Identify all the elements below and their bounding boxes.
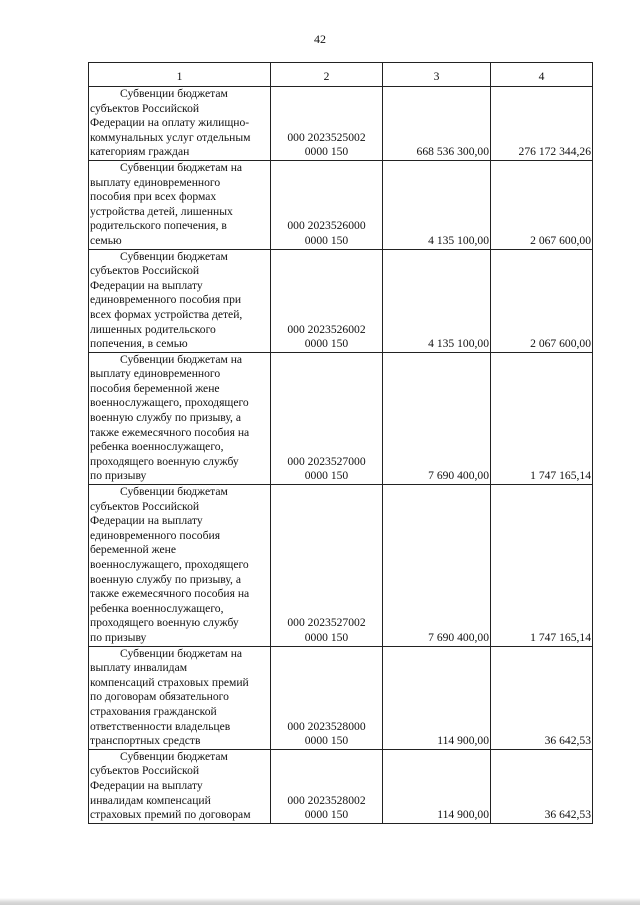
row-name-line: ребенка военнослужащего, bbox=[90, 440, 224, 454]
row-name-line: беременной жене bbox=[90, 543, 176, 557]
row-name-line: по договорам обязательного bbox=[90, 690, 229, 704]
row-code-cell bbox=[271, 160, 383, 249]
row-name-cell bbox=[89, 485, 271, 647]
row-name-line: проходящего военную службу bbox=[90, 454, 239, 468]
row-code-line: 0000 150 bbox=[304, 630, 349, 644]
row-name-line: субъектов Российской bbox=[90, 764, 200, 778]
row-name-line: военную службу по призыву, а bbox=[90, 572, 241, 586]
row-name-line: военную службу по призыву, а bbox=[90, 411, 241, 425]
row-code-cell bbox=[271, 485, 383, 647]
row-name-line: Субвенции бюджетам bbox=[120, 249, 228, 263]
row-name-line: военнослужащего, проходящего bbox=[90, 396, 249, 410]
row-amount-col4: 36 642,53 bbox=[491, 749, 593, 823]
row-name-line: всех формах устройства детей, bbox=[90, 307, 243, 321]
table-header-row bbox=[89, 63, 593, 87]
table-row bbox=[89, 87, 593, 161]
row-name-line: Субвенции бюджетам bbox=[120, 485, 228, 499]
row-name-line: выплату инвалидам bbox=[90, 661, 188, 675]
row-amount-col3: 114 900,00 bbox=[383, 749, 491, 823]
row-code-line: 0000 150 bbox=[304, 734, 349, 748]
table-row bbox=[89, 160, 593, 249]
column-header-2: 2 bbox=[271, 63, 383, 87]
row-amount-col3: 7 690 400,00 bbox=[383, 485, 491, 647]
table-row bbox=[89, 646, 593, 749]
row-name-line: коммунальных услуг отдельным bbox=[90, 130, 251, 144]
row-code-line: 0000 150 bbox=[304, 145, 349, 159]
row-name-line: единовременного пособия при bbox=[90, 293, 242, 307]
row-name-line: попечения, в семью bbox=[90, 337, 188, 351]
row-name-line: страховых премий по договорам bbox=[90, 808, 251, 822]
row-name-line: устройства детей, лишенных bbox=[90, 204, 233, 218]
row-name-cell bbox=[89, 749, 271, 823]
column-header-4: 4 bbox=[491, 63, 593, 87]
row-code-cell bbox=[271, 749, 383, 823]
budget-table bbox=[88, 62, 593, 824]
row-name-line: Федерации на выплату bbox=[90, 778, 203, 792]
row-name-line: категориям граждан bbox=[90, 145, 190, 159]
row-name-line: транспортных средств bbox=[90, 734, 201, 748]
row-name-line: Субвенции бюджетам на bbox=[120, 160, 243, 174]
row-code-line: 000 2023525002 bbox=[287, 130, 366, 144]
row-name-line: проходящего военную службу bbox=[90, 616, 239, 630]
row-amount-col3: 4 135 100,00 bbox=[383, 249, 491, 352]
row-name-cell bbox=[89, 646, 271, 749]
row-name-line: военнослужащего, проходящего bbox=[90, 558, 249, 571]
row-name-line: Субвенции бюджетам bbox=[120, 749, 228, 763]
column-header-3: 3 bbox=[383, 63, 491, 87]
row-name-line: единовременного пособия bbox=[90, 528, 221, 542]
row-name-line: выплату единовременного bbox=[90, 175, 221, 189]
row-name-line: семью bbox=[90, 233, 122, 247]
table-row bbox=[89, 749, 593, 823]
row-name-line: Субвенции бюджетам на bbox=[120, 352, 243, 366]
row-amount-col3: 7 690 400,00 bbox=[383, 352, 491, 484]
scan-edge bbox=[0, 898, 640, 905]
row-name-line: субъектов Российской bbox=[90, 499, 200, 513]
row-name-line: Федерации на выплату bbox=[90, 514, 203, 528]
row-amount-col3: 668 536 300,00 bbox=[383, 87, 491, 161]
row-name-cell bbox=[89, 87, 271, 161]
row-code-line: 0000 150 bbox=[304, 469, 349, 483]
row-name-line: Субвенции бюджетам bbox=[120, 87, 228, 100]
row-name-line: ответственности владельцев bbox=[90, 719, 231, 733]
row-name-cell bbox=[89, 352, 271, 484]
row-name-line: родительского попечения, в bbox=[90, 219, 227, 233]
row-code-line: 000 2023528000 bbox=[287, 719, 366, 733]
row-name-line: страхования гражданской bbox=[90, 704, 217, 718]
row-name-cell bbox=[89, 249, 271, 352]
row-name-line: субъектов Российской bbox=[90, 264, 200, 278]
row-amount-col3: 4 135 100,00 bbox=[383, 160, 491, 249]
table-row bbox=[89, 352, 593, 484]
row-name-line: пособия при всех формах bbox=[90, 190, 217, 204]
row-code-cell bbox=[271, 352, 383, 484]
row-code-line: 000 2023526000 bbox=[287, 219, 366, 233]
row-code-cell bbox=[271, 87, 383, 161]
row-code-line: 0000 150 bbox=[304, 808, 349, 822]
row-name-line: ребенка военнослужащего, bbox=[90, 601, 224, 615]
table-body bbox=[89, 87, 593, 824]
row-name-line: по призыву bbox=[90, 630, 147, 644]
row-code-line: 000 2023527000 bbox=[287, 454, 366, 468]
row-name-line: инвалидам компенсаций bbox=[90, 793, 211, 807]
row-code-line: 000 2023527002 bbox=[287, 616, 366, 630]
row-amount-col4: 1 747 165,14 bbox=[491, 485, 593, 647]
row-code-line: 0000 150 bbox=[304, 337, 349, 351]
row-name-line: субъектов Российской bbox=[90, 101, 200, 115]
row-amount-col4: 2 067 600,00 bbox=[491, 249, 593, 352]
row-amount-col4: 276 172 344,26 bbox=[491, 87, 593, 161]
row-code-cell bbox=[271, 249, 383, 352]
row-name-line: Федерации на оплату жилищно- bbox=[90, 116, 250, 130]
row-amount-col4: 2 067 600,00 bbox=[491, 160, 593, 249]
row-name-line: лишенных родительского bbox=[90, 322, 216, 336]
row-code-line: 000 2023526002 bbox=[287, 322, 366, 336]
table-row bbox=[89, 485, 593, 647]
row-code-line: 000 2023528002 bbox=[287, 793, 366, 807]
row-amount-col4: 36 642,53 bbox=[491, 646, 593, 749]
column-header-1: 1 bbox=[89, 63, 271, 87]
row-name-line: также ежемесячного пособия на bbox=[90, 425, 250, 439]
table-row bbox=[89, 249, 593, 352]
row-amount-col4: 1 747 165,14 bbox=[491, 352, 593, 484]
row-amount-col3: 114 900,00 bbox=[383, 646, 491, 749]
row-name-cell bbox=[89, 160, 271, 249]
row-name-line: пособия беременной жене bbox=[90, 381, 220, 395]
row-code-line: 0000 150 bbox=[304, 233, 349, 247]
row-name-line: компенсаций страховых премий bbox=[90, 675, 249, 689]
row-name-line: Субвенции бюджетам на bbox=[120, 646, 243, 660]
row-code-cell bbox=[271, 646, 383, 749]
row-name-line: Федерации на выплату bbox=[90, 278, 203, 292]
row-name-line: выплату единовременного bbox=[90, 367, 221, 381]
page-number: 42 bbox=[314, 32, 326, 46]
row-name-line: также ежемесячного пособия на bbox=[90, 587, 250, 601]
row-name-line: по призыву bbox=[90, 469, 147, 483]
